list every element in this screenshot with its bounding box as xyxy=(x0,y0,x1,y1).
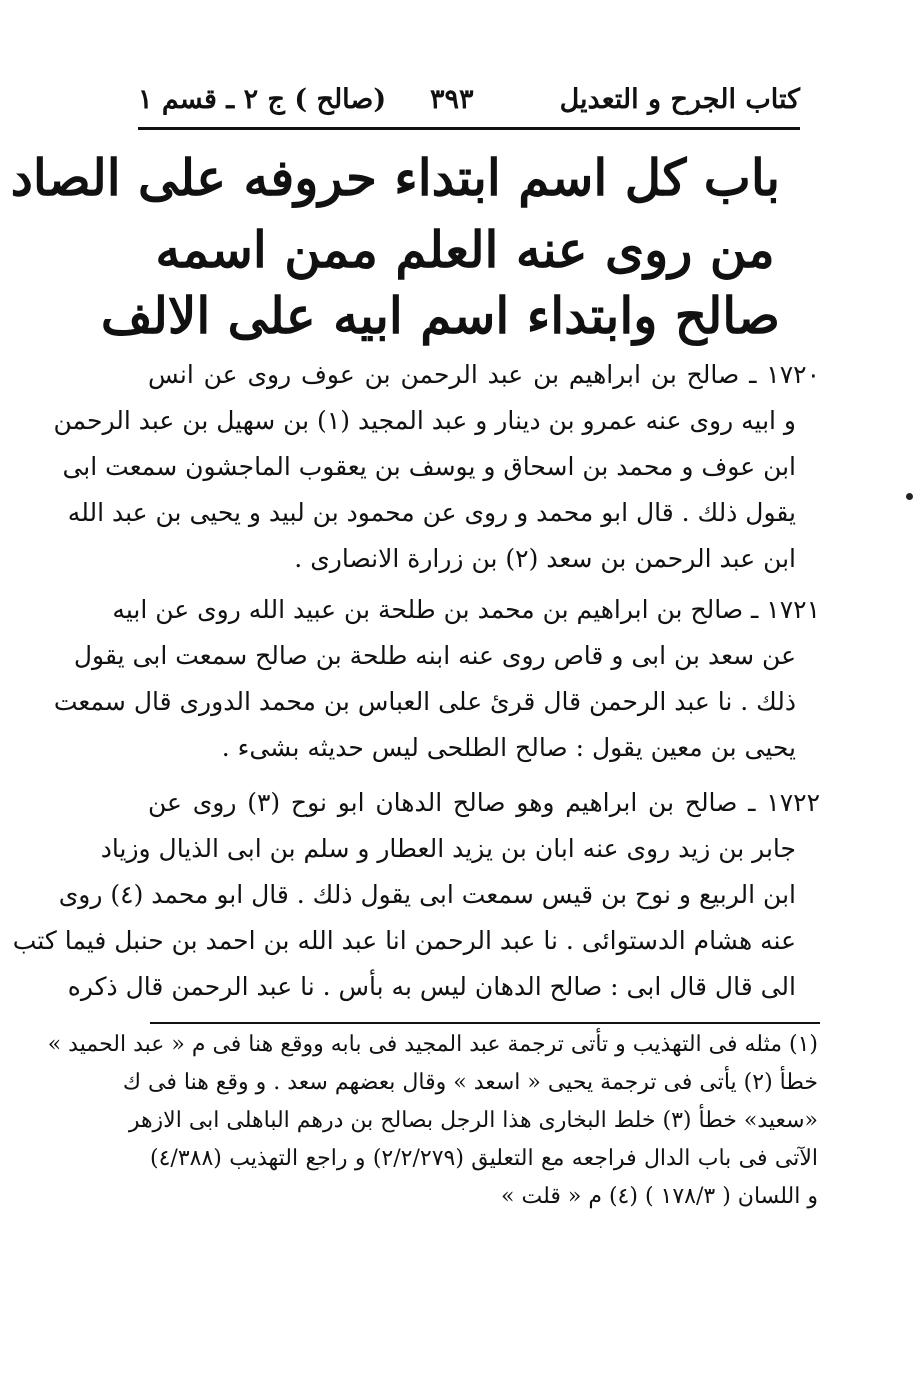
footnote-line: و اللسان ( ١٧٨/٣ ) (٤) م « قلت » xyxy=(501,1184,818,1209)
footnote-line: (١) مثله فى التهذيب و تأتى ترجمة عبد المجيد فى بابه ووقع هنا فى م « عبد الحميد » xyxy=(47,1032,818,1057)
header-rule xyxy=(138,127,800,130)
entry-line: ١٧٢١ ـ صالح بن ابراهيم بن محمد بن طلحة بن عبيد الله روى عن ابيه xyxy=(112,595,820,624)
entry-line: يقول ذلك . قال ابو محمد و روى عن محمود بن لبيد و يحيى بن عبد الله xyxy=(67,498,796,527)
entry-line: ابن عوف و محمد بن اسحاق و يوسف بن يعقوب الماجشون سمعت ابى xyxy=(62,452,796,481)
entry-line: ١٧٢٠ ـ صالح بن ابراهيم بن عبد الرحمن بن عوف روى عن انس xyxy=(148,360,820,389)
entry-line: عن سعد بن ابى و قاص روى عنه ابنه طلحة بن صالح سمعت ابى يقول xyxy=(73,641,796,670)
section-label: (صالح ) ج ٢ ـ قسم ١ xyxy=(138,84,387,115)
entry-line: ١٧٢٢ ـ صالح بن ابراهيم وهو صالح الدهان ابو نوح (٣) روى عن xyxy=(148,788,820,817)
book-title: كتاب الجرح و التعديل xyxy=(559,84,800,115)
entry-line: الى قال قال ابى : صالح الدهان ليس به بأس . نا عبد الرحمن قال ذكره xyxy=(67,972,796,1001)
entry-line: عنه هشام الدستوائى . نا عبد الرحمن انا عبد الله بن احمد بن حنبل فيما كتب xyxy=(12,926,796,955)
chapter-title-line-1: باب كل اسم ابتداء حروفه على الصاد xyxy=(10,148,780,207)
page-number: ٣٩٣ xyxy=(430,84,474,115)
chapter-title-line-3: صالح وابتداء اسم ابيه على الالف xyxy=(100,286,780,345)
footnote-line: «سعيد» خطأ (٣) خلط البخارى هذا الرجل بصالح بن درهم الباهلى ابى الازهر xyxy=(128,1108,818,1133)
entry-line: ابن الربيع و نوح بن قيس سمعت ابى يقول ذلك . قال ابو محمد (٤) روى xyxy=(58,880,796,909)
footnote-rule xyxy=(150,1022,820,1024)
running-header xyxy=(138,78,800,124)
entry-line: و ابيه روى عنه عمرو بن دينار و عبد المجيد (١) بن سهيل بن عبد الرحمن xyxy=(53,406,796,435)
scan-speck xyxy=(906,493,913,500)
entry-line: جابر بن زيد روى عنه ابان بن يزيد العطار و سلم بن ابى الذيال وزياد xyxy=(100,834,796,863)
footnote-line: الآتى فى باب الدال فراجعه مع التعليق (٢/٢/٢٧٩) و راجع التهذيب (٤/٣٨٨) xyxy=(150,1146,818,1171)
entry-line: ابن عبد الرحمن بن سعد (٢) بن زرارة الانصارى . xyxy=(294,544,796,573)
chapter-title-line-2: من روى عنه العلم ممن اسمه xyxy=(155,220,775,279)
entry-line: يحيى بن معين يقول : صالح الطلحى ليس حديثه بشىء . xyxy=(221,733,796,762)
footnote-line: خطأ (٢) يأتى فى ترجمة يحيى « اسعد » وقال بعضهم سعد . و وقع هنا فى ك xyxy=(122,1070,818,1095)
entry-line: ذلك . نا عبد الرحمن قال قرئ على العباس بن محمد الدورى قال سمعت xyxy=(53,687,796,716)
